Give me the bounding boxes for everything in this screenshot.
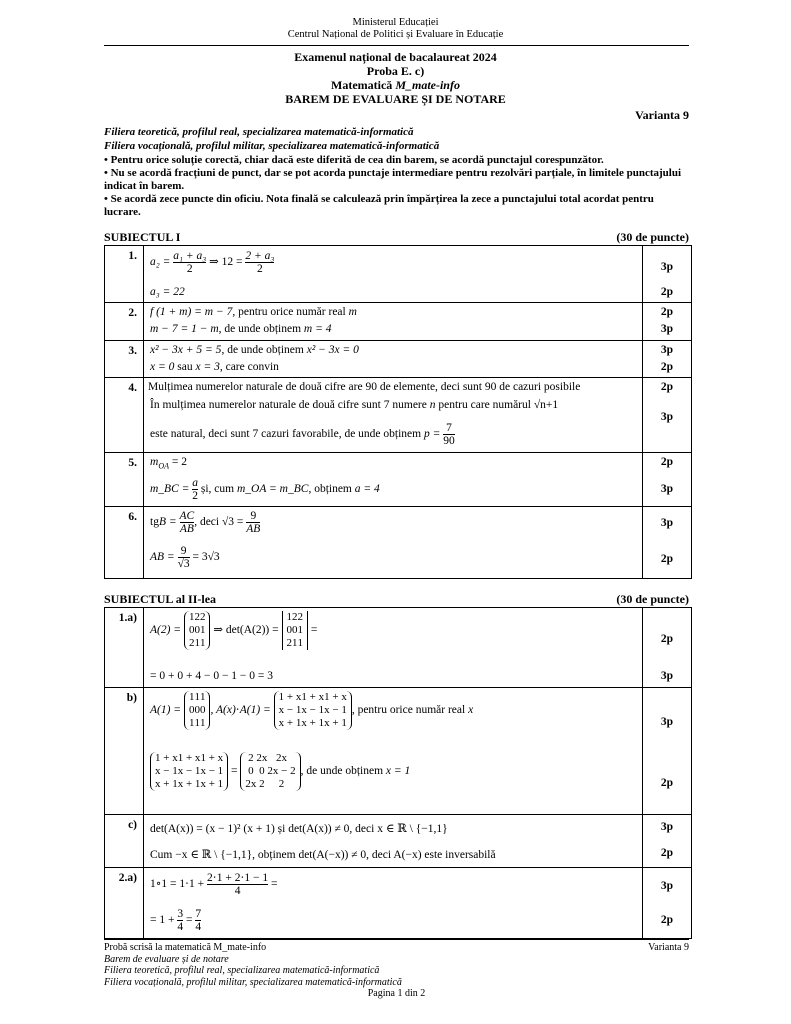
matrix-cell: 2x — [256, 752, 268, 764]
q3-line1: x² − 3x + 5 = 5, de unde obținem x² − 3x = 0 — [150, 344, 359, 356]
matrix-rhs — [240, 752, 300, 791]
matrix-cell: 2 — [199, 611, 206, 623]
q22a-line2: = 1 + $\frac{3}{4}$ = $\frac{7}{4}$ — [150, 908, 202, 933]
matrix-cell: 1 + x — [200, 752, 224, 764]
q4-line1: Mulțimea numerelor naturale de două cifre are 90 de elemente, deci sunt 90 de cazuri posibile — [148, 381, 581, 393]
matrix-cell: 1 — [286, 611, 292, 623]
matrix-cell: 2x − 2 — [267, 765, 296, 777]
points-cell: 2p — [660, 361, 674, 373]
points-cell: 3p — [660, 344, 674, 356]
table-row: 6. tgB = $\frac{AC}{AB}$ , deci √3 = $\frac{9}{AB}$ AB = $\frac{9}{√3}$ = 3√3 3p 2p — [105, 507, 692, 579]
section-2-heading: SUBIECTUL al II-lea (30 de puncte) — [104, 592, 689, 606]
matrix-cell: 2x — [276, 752, 288, 764]
footer-rule — [104, 939, 689, 940]
footer-line: Filiera teoretică, profilul real, specializarea matematică-informatică — [104, 965, 380, 976]
table-row: b) A(1) = 1 1 1 0 0 0 1 1 1 , A(x)⋅A(1) = 1 + x 1 + x 1 + x x − 1 x − 1 x − 1 x + 1 x + 1 x + 1 , pentru orice număr real x 1 + x 1 + x 1 + x x − 1 x − 1 x − 1 x + 1 x + 1 x + 1 = 2 2x 2x 0 0 2x − 2 2x 2 2 , de unde obținem x = 1 3p 2p — [105, 688, 692, 815]
filiera-vocationala: Filiera vocațională, profilul militar, specializarea matematică-informatică — [104, 140, 440, 152]
matrix-row — [245, 765, 295, 778]
matrix-cell: x + 1 — [301, 717, 325, 729]
q4-line3: este natural, deci sunt 7 cazuri favorabile, de unde obținem p = $\frac{7}{90}$ — [150, 422, 455, 447]
determinant-a2 — [282, 611, 309, 650]
matrix-row — [189, 624, 206, 637]
matrix-row — [245, 778, 295, 791]
grading-rules — [104, 154, 689, 219]
matrix-cell: 2 — [297, 611, 303, 623]
matrix-cell: 2x — [245, 778, 257, 790]
matrix-product — [274, 691, 352, 730]
matrix-row — [155, 752, 223, 765]
matrix-cell: 0 — [194, 624, 200, 636]
q5-line2: m_BC = $\frac{a}{2}$ și, cum m_OA = m_BC, obținem a = 4 — [150, 477, 380, 502]
q21b-line1: A(1) = 1 1 1 0 0 0 1 1 1 , A(x)⋅A(1) = 1 + x 1 + x 1 + x x − 1 x − 1 x − 1 x + 1 x + 1 x + 1 , pentru orice număr real x — [150, 691, 474, 729]
matrix-cell: 0 — [188, 624, 195, 636]
points-cell: 2p — [660, 286, 674, 298]
points-cell: 3p — [660, 261, 674, 273]
matrix-cell: x − 1 — [200, 765, 224, 777]
q21a-line1: A(2) = 1 2 2 0 0 1 2 1 1 ⇒ det(A(2)) = 1 2 2 0 0 1 2 1 1 = — [150, 611, 318, 649]
matrix-a1 — [184, 691, 211, 730]
matrix-cell: 1 + x — [324, 691, 347, 703]
points-cell: 3p — [660, 670, 674, 682]
points-cell: 2p — [660, 381, 674, 393]
matrix-cell: 1 — [188, 611, 195, 623]
q21c-line1: det(A(x)) = (x − 1)² (x + 1) și det(A(x)) ≠ 0, deci x ∈ ℝ \ {−1,1} — [150, 823, 448, 835]
points-cell: 2p — [660, 306, 674, 318]
matrix-cell: 1 — [199, 624, 206, 636]
table-row: 5. $m_{OA} = 2$ m_BC = $\frac{a}{2}$ și, cum m_OA = m_BC, obținem a = 4 2p 3p — [105, 453, 692, 507]
rule-item: • Nu se acordă fracțiuni de punct, dar se pot acorda punctaje intermediare pentru rezolvări parțiale, în limitele punctajului indicat în barem. — [104, 167, 682, 192]
subject-title: Matematică M_mate-info — [331, 78, 460, 92]
matrix-row — [279, 691, 347, 704]
matrix-cell: 2 — [194, 611, 200, 623]
matrix-cell: 1 — [188, 691, 195, 703]
q1-line2: a₃ = 22 — [150, 286, 185, 298]
matrix-cell: 0 — [286, 624, 292, 636]
matrix-row — [189, 611, 206, 624]
matrix-cell: 1 — [199, 637, 206, 649]
variant-label: Varianta 9 — [635, 108, 689, 122]
points-cell: 2p — [660, 914, 674, 926]
matrix-cell: x + 1 — [200, 778, 224, 790]
matrix-cell: 1 — [292, 637, 298, 649]
matrix-cell: 0 — [188, 704, 195, 716]
q21b-line2: 1 + x 1 + x 1 + x x − 1 x − 1 x − 1 x + 1 x + 1 x + 1 = 2 2x 2x 0 0 2x − 2 2x 2 2 , de unde obținem x = 1 — [150, 752, 410, 791]
rule-item: • Se acordă zece puncte din oficiu. Nota finală se calculează prin împărțirea la zece a punctajului total acordat pentru lucrare. — [104, 193, 654, 218]
table-row: 1. a₂ = $\frac{\text{a₁ + a₃}}{2}$ ⇒ 12 = $\frac{\text{2 + a₃}}{2}$ a₃ = 22 3p 2p — [105, 246, 692, 303]
table-row: 1.a) A(2) = 1 2 2 0 0 1 2 1 1 ⇒ det(A(2)) = 1 2 2 0 0 1 2 1 1 = = 0 + 0 + 4 − 0 − 1 − 0 = 3 2p 3p — [105, 608, 692, 688]
matrix-a2 — [184, 611, 211, 650]
barem-title: BAREM DE EVALUARE ȘI DE NOTARE — [285, 92, 506, 106]
matrix-cell: 0 — [292, 624, 298, 636]
points-cell: 3p — [660, 411, 674, 423]
points-cell: 2p — [660, 847, 674, 859]
points-cell: 2p — [660, 777, 674, 789]
matrix-row — [279, 717, 347, 730]
table-row: 2. f (1 + m) = m − 7, pentru orice număr real m m − 7 = 1 − m, de unde obținem m = 4 2p 3p — [105, 303, 692, 341]
matrix-cell: x + 1 — [155, 778, 178, 790]
points-cell: 3p — [660, 880, 674, 892]
points-cell: 3p — [660, 821, 674, 833]
section-1-table — [104, 245, 692, 579]
matrix-row — [245, 752, 295, 765]
matrix-cell: 2 — [292, 611, 298, 623]
matrix-row — [189, 691, 206, 704]
q21a-line2: = 0 + 0 + 4 − 0 − 1 − 0 = 3 — [150, 670, 274, 682]
page-number: Pagina 1 din 2 — [367, 988, 426, 999]
matrix-product-2 — [150, 752, 228, 791]
matrix-cell: x + 1 — [177, 778, 201, 790]
footer-line: Barem de evaluare și de notare — [104, 953, 229, 965]
matrix-cell: 2 — [259, 778, 265, 790]
points-cell: 3p — [660, 483, 674, 495]
matrix-cell: 1 + x — [177, 752, 201, 764]
footer-line: Filiera vocațională, profilul militar, specializarea matematică-informatică — [104, 976, 402, 988]
matrix-cell: x − 1 — [155, 765, 178, 777]
matrix-row — [287, 624, 304, 637]
table-row: c) det(A(x)) = (x − 1)² (x + 1) și det(A(x)) ≠ 0, deci x ∈ ℝ \ {−1,1} Cum −x ∈ ℝ \ {−1,1}, obținem det(A(−x)) ≠ 0, deci A(−x) este inversabilă 3p 2p — [105, 815, 692, 868]
exam-title: Examenul național de bacalaureat 2024 — [294, 50, 497, 64]
filiera-teoretica: Filiera teoretică, profilul real, specializarea matematică-informatică — [104, 126, 414, 138]
points-cell: 2p — [660, 456, 674, 468]
matrix-row — [155, 765, 223, 778]
rule-item: • Pentru orice soluție corectă, chiar dacă este diferită de cea din barem, se acordă punctajul corespunzător. — [104, 154, 604, 166]
table-row: 2.a) 1∘1 = 1⋅1 + $\frac{2\cdot 1 + 2\cdot 1 - 1}{4}$ = = 1 + $\frac{3}{4}$ = $\frac{7}{4}$ 3p 2p — [105, 868, 692, 939]
footer — [104, 942, 689, 1000]
q4-line2: În mulțimea numerelor naturale de două cifre sunt 7 numere n pentru care numărul √n+1 — [150, 399, 559, 411]
matrix-row — [155, 778, 223, 791]
matrix-cell: 1 — [188, 717, 195, 729]
matrix-row — [189, 704, 206, 717]
q2-line2: m − 7 = 1 − m, de unde obținem m = 4 — [150, 323, 332, 335]
footer-variant: Varianta 9 — [648, 942, 689, 953]
matrix-cell: 1 — [297, 624, 303, 636]
footer-line: Probă scrisă la matematică M_mate-info — [104, 942, 267, 953]
points-cell: 3p — [660, 323, 674, 335]
matrix-cell: x − 1 — [278, 704, 302, 716]
matrix-cell: 2 — [188, 637, 195, 649]
matrix-cell: 1 + x — [301, 691, 325, 703]
matrix-cell: 2 — [248, 752, 254, 764]
matrix-cell: 1 — [199, 691, 206, 703]
matrix-cell: x + 1 — [278, 717, 302, 729]
matrix-cell: 2 — [286, 637, 292, 649]
matrix-row — [287, 611, 304, 624]
matrix-row — [189, 717, 206, 730]
matrix-cell: 1 — [194, 717, 200, 729]
proba-title: Proba E. c) — [366, 64, 425, 78]
matrix-cell: 1 — [199, 717, 206, 729]
header-rule — [104, 45, 689, 46]
matrix-cell: 0 — [248, 765, 254, 777]
q2-line1: f (1 + m) = m − 7, pentru orice număr real m — [150, 306, 357, 318]
matrix-cell: 1 — [194, 691, 200, 703]
matrix-row — [287, 637, 304, 650]
matrix-row — [279, 704, 347, 717]
center-name: Centrul Național de Politici și Evaluare în Educație — [287, 29, 504, 40]
ministry-name: Ministerul Educației — [352, 17, 439, 28]
q1-line1: a₂ = $\frac{\text{a₁ + a₃}}{2}$ ⇒ 12 = $\frac{\text{2 + a₃}}{2}$ — [150, 250, 275, 275]
matrix-cell: 1 + x — [155, 752, 178, 764]
points-cell: 2p — [660, 553, 674, 565]
matrix-cell: 0 — [194, 704, 200, 716]
matrix-cell: x − 1 — [177, 765, 201, 777]
table-row: 3. x² − 3x + 5 = 5, de unde obținem x² − 3x = 0 x = 0 sau x = 3, care convin 3p 2p — [105, 341, 692, 378]
matrix-cell: 1 — [194, 637, 200, 649]
points-cell: 3p — [660, 517, 674, 529]
points-cell: 2p — [660, 633, 674, 645]
matrix-cell: 1 + x — [278, 691, 302, 703]
matrix-cell: 0 — [199, 704, 206, 716]
matrix-cell: x − 1 — [324, 704, 347, 716]
matrix-cell: 1 — [297, 637, 303, 649]
matrix-row — [189, 637, 206, 650]
matrix-cell: x − 1 — [301, 704, 325, 716]
matrix-cell: x + 1 — [324, 717, 347, 729]
q3-line2: x = 0 sau x = 3, care convin — [150, 361, 279, 373]
q21c-line2: Cum −x ∈ ℝ \ {−1,1}, obținem det(A(−x)) ≠ 0, deci A(−x) este inversabilă — [150, 849, 496, 861]
q22a-line1: 1∘1 = 1⋅1 + $\frac{2\cdot 1 + 2\cdot 1 - 1}{4}$ = — [150, 872, 278, 897]
section-1-heading: SUBIECTUL I (30 de puncte) — [104, 230, 689, 244]
points-cell: 3p — [660, 716, 674, 728]
table-row: 4. Mulțimea numerelor naturale de două cifre are 90 de elemente, deci sunt 90 de cazuri posibile În mulțimea numerelor naturale de două cifre sunt 7 numere n pentru care numărul √n+1 este natural, deci sunt 7 cazuri favorabile, de unde obținem p = $\frac{7}{90}$ 2p 3p — [105, 378, 692, 453]
matrix-cell: 0 — [259, 765, 265, 777]
q5-line1: $m_{OA} = 2$ — [150, 456, 187, 471]
q6-line1: tgB = $\frac{AC}{AB}$ , deci √3 = $\frac{9}{AB}$ — [150, 510, 261, 535]
q6-line2: AB = $\frac{9}{√3}$ = 3√3 — [150, 545, 220, 570]
matrix-cell: 2 — [278, 778, 285, 790]
section-2-table — [104, 607, 692, 939]
